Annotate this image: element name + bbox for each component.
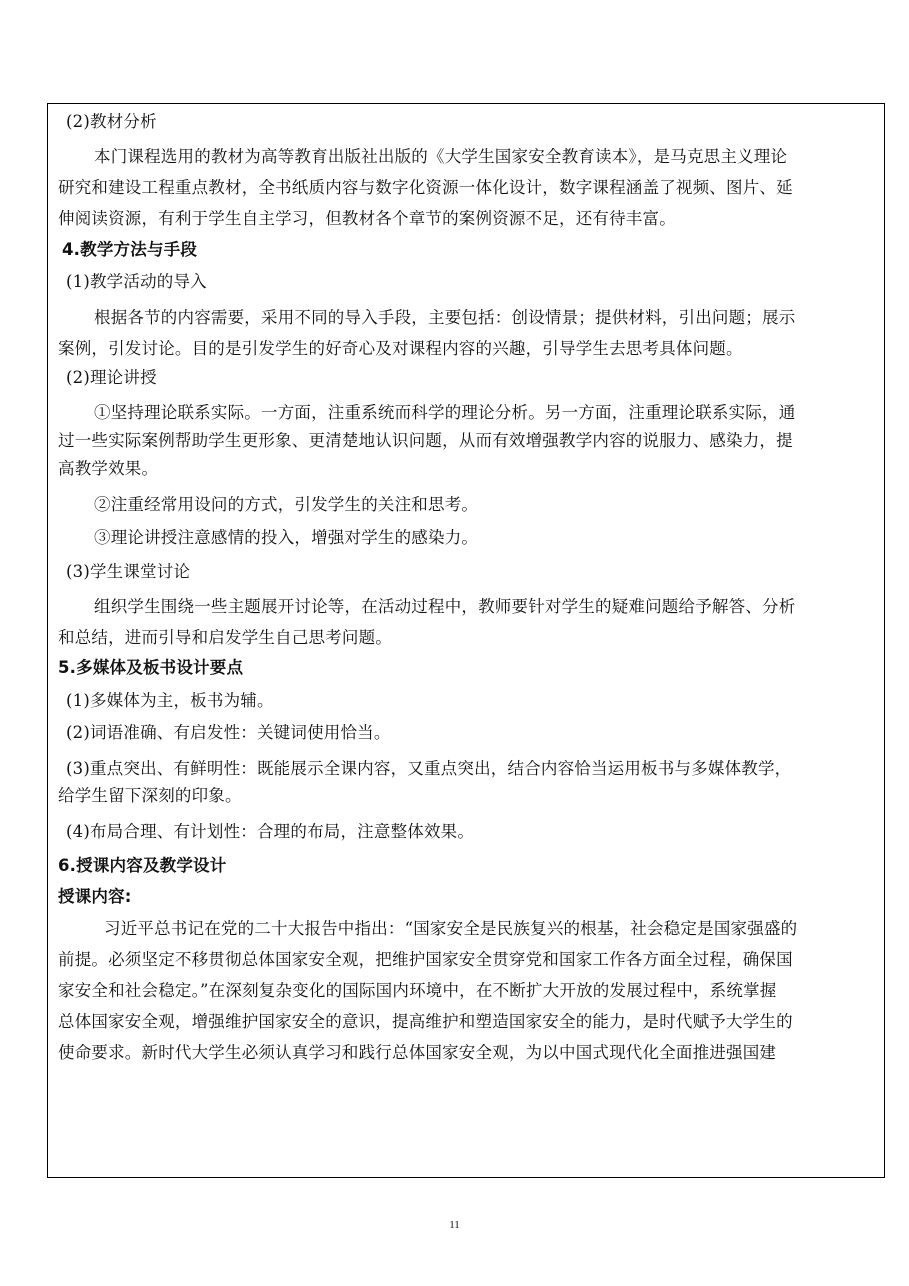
subheading-textbook-analysis: (2)教材分析 bbox=[66, 112, 157, 131]
list-item: (2)词语准确、有启发性：关键词使用恰当。 bbox=[66, 723, 391, 742]
paragraph-line: 使命要求。新时代大学生必须认真学习和践行总体国家安全观，为以中国式现代化全面推进强国建 bbox=[58, 1043, 777, 1062]
paragraph-line: ②注重经常用设问的方式，引发学生的关注和思考。 bbox=[94, 495, 479, 514]
list-item: (4)布局合理、有计划性：合理的布局，注意整体效果。 bbox=[66, 822, 475, 841]
paragraph-line: 前提。必须坚定不移贯彻总体国家安全观，把维护国家安全贯穿党和国家工作各方面全过程，确保国 bbox=[58, 950, 793, 969]
page-number: 11 bbox=[449, 1219, 460, 1231]
section-subtitle: 授课内容: bbox=[58, 887, 132, 906]
paragraph-line: 组织学生围绕一些主题展开讨论等，在活动过程中，教师要针对学生的疑难问题给予解答、分析 bbox=[94, 597, 796, 616]
paragraph-line: 过一些实际案例帮助学生更形象、更清楚地认识问题，从而有效增强教学内容的说服力、感染力，提 bbox=[58, 431, 793, 450]
section-heading-6: 6.授课内容及教学设计 bbox=[58, 856, 227, 875]
list-item: (1)多媒体为主，板书为辅。 bbox=[66, 691, 274, 710]
paragraph-line: 和总结，进而引导和启发学生自己思考问题。 bbox=[58, 628, 392, 647]
section-heading-4: 4.教学方法与手段 bbox=[62, 240, 198, 259]
paragraph-line: 习近平总书记在党的二十大报告中指出：“国家安全是民族复兴的根基，社会稳定是国家强盛的 bbox=[104, 919, 798, 938]
paragraph-line: 高教学效果。 bbox=[58, 459, 159, 478]
paragraph-line: 案例，引发讨论。目的是引发学生的好奇心及对课程内容的兴趣，引导学生去思考具体问题。 bbox=[58, 339, 743, 358]
paragraph-line: ③理论讲授注意感情的投入，增强对学生的感染力。 bbox=[94, 528, 479, 547]
list-item: 给学生留下深刻的印象。 bbox=[58, 786, 242, 805]
paragraph-line: 本门课程选用的教材为高等教育出版社出版的《大学生国家安全教育读本》，是马克思主义理论 bbox=[94, 147, 788, 166]
subheading-intro: (1)教学活动的导入 bbox=[66, 272, 207, 291]
paragraph-line: 伸阅读资源，有利于学生自主学习，但教材各个章节的案例资源不足，还有待丰富。 bbox=[58, 209, 676, 228]
paragraph-line: 研究和建设工程重点教材，全书纸质内容与数字化资源一体化设计，数字课程涵盖了视频、图片、延 bbox=[58, 178, 793, 197]
paragraph-line: 根据各节的内容需要，采用不同的导入手段，主要包括：创设情景；提供材料，引出问题；展示 bbox=[94, 308, 796, 327]
subheading-discussion: (3)学生课堂讨论 bbox=[66, 562, 191, 581]
paragraph-line: ①坚持理论联系实际。一方面，注重系统而科学的理论分析。另一方面，注重理论联系实际，通 bbox=[94, 403, 796, 422]
paragraph-line: 总体国家安全观，增强维护国家安全的意识，提高维护和塑造国家安全的能力，是时代赋予大学生的 bbox=[58, 1012, 793, 1031]
section-heading-5: 5.多媒体及板书设计要点 bbox=[58, 658, 244, 677]
paragraph-line: 家安全和社会稳定。”在深刻复杂变化的国际国内环境中，在不断扩大开放的发展过程中，系统掌握 bbox=[58, 981, 777, 1000]
list-item: (3)重点突出、有鲜明性：既能展示全课内容，又重点突出，结合内容恰当运用板书与多媒体教学， bbox=[66, 759, 792, 778]
subheading-lecture: (2)理论讲授 bbox=[66, 368, 157, 387]
